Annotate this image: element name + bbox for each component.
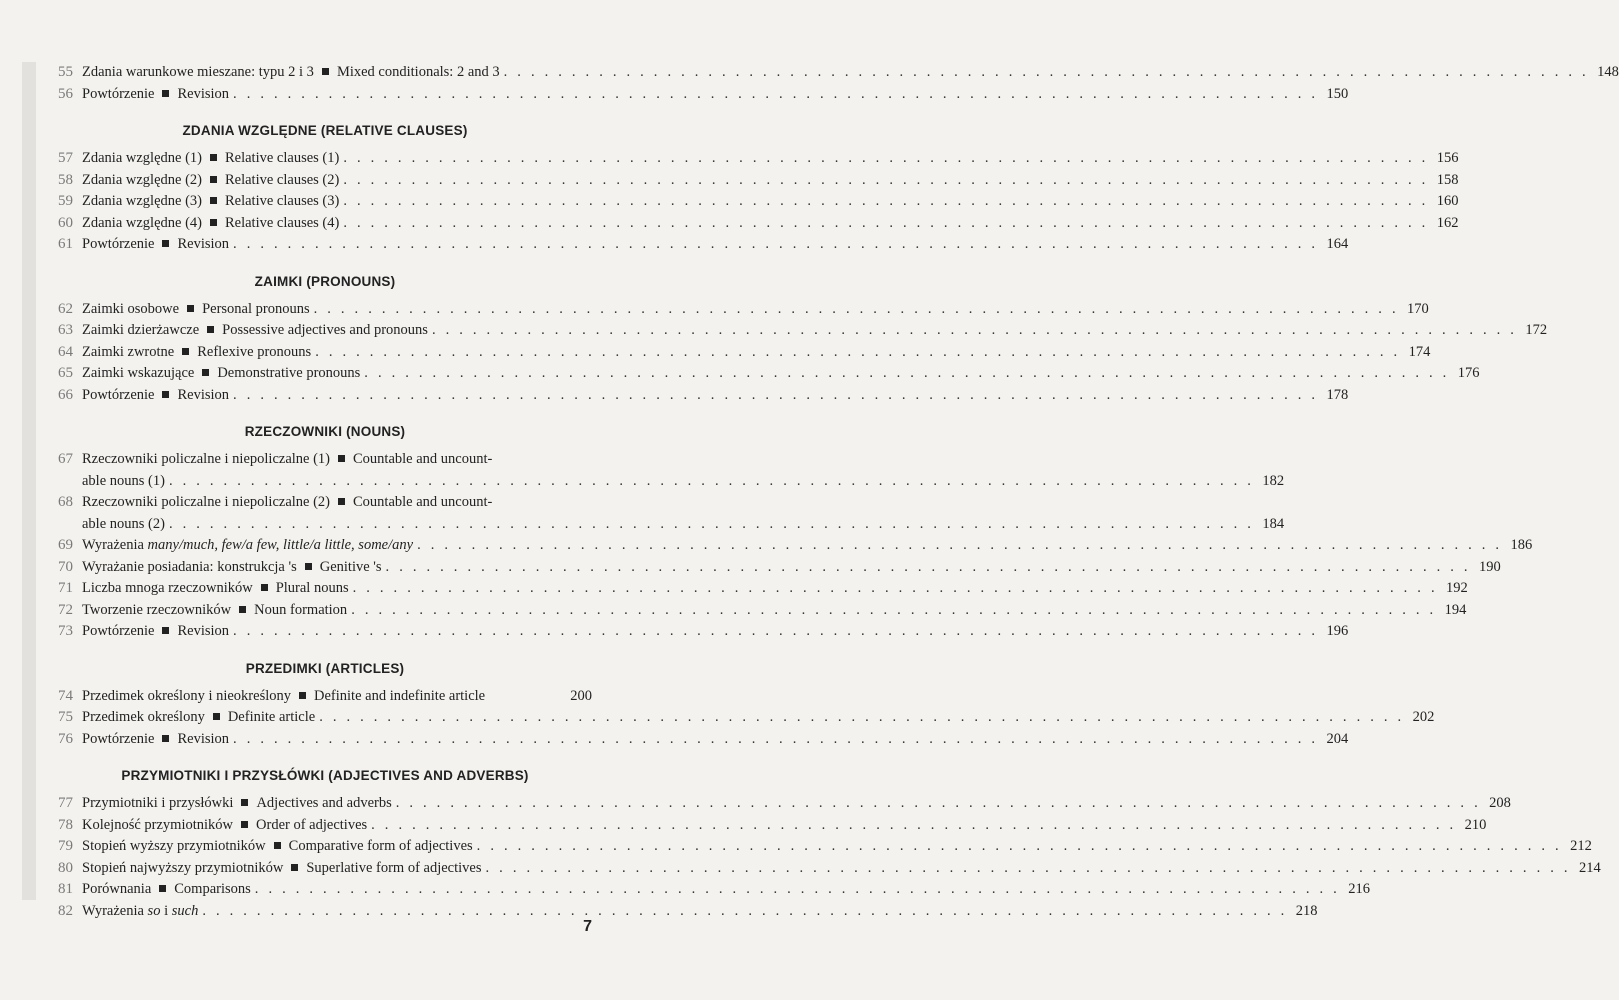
entry-body — [82, 621, 1348, 643]
entry-number: 82 — [58, 902, 73, 919]
separator-square-icon — [210, 154, 217, 161]
separator-square-icon — [241, 821, 248, 828]
toc-entry[interactable] — [58, 879, 1370, 901]
entry-title — [82, 901, 198, 923]
separator-square-icon — [202, 369, 209, 376]
page-ref: 210 — [1464, 816, 1487, 833]
separator-square-icon — [210, 219, 217, 226]
entry-title — [82, 299, 310, 321]
entry-title — [82, 148, 339, 170]
toc-entry[interactable] — [58, 363, 1480, 385]
entry-line — [82, 471, 1284, 493]
entry-line — [82, 729, 1348, 751]
page-ref: 208 — [1489, 795, 1511, 811]
polish-title: Zdania względne (1) — [82, 150, 202, 166]
page-ref: 186 — [1510, 537, 1533, 553]
toc-entry[interactable] — [58, 320, 1548, 342]
toc-entry[interactable] — [58, 84, 1349, 106]
dot-leader: . . . . . . . . . . . . . . . . . . . . . . . . . . . . . . . . . . . . . . . . . . . . . . . . . . . . . . . . . . . . . . . . . . . . . . . . . . . . . . . . — [503, 64, 1589, 80]
entry-line — [82, 557, 1501, 579]
entry-title — [82, 342, 311, 364]
dot-leader: . . . . . . . . . . . . . . . . . . . . . . . . . . . . . . . . . . . . . . . . . . . . . . . . . . . . . . . . . . . . . . . . . . . . . . . . . . . . . . . . — [233, 236, 1319, 252]
entry-title — [82, 815, 367, 837]
polish-title: Stopień wyższy przymiotników — [82, 838, 266, 854]
dot-leader: . . . . . . . . . . . . . . . . . . . . . . . . . . . . . . . . . . . . . . . . . . . . . . . . . . . . . . . . . . . . . . . . . . . . . . . . . . . . . . . . — [364, 365, 1450, 381]
entry-title — [82, 234, 229, 256]
english-title: Countable and uncount- — [353, 494, 493, 510]
polish-title: Powtórzenie — [82, 730, 155, 747]
dot-leader: . . . . . . . . . . . . . . . . . . . . . . . . . . . . . . . . . . . . . . . . . . . . . . . . . . . . . . . . . . . . . . . . . . . . . . . . . . . . . . . . — [233, 623, 1319, 639]
page-ref: 216 — [1348, 881, 1370, 897]
page-ref: 192 — [1446, 580, 1468, 596]
separator-square-icon — [213, 713, 220, 720]
entry-body — [82, 901, 1318, 923]
entry-title — [82, 191, 339, 213]
separator-square-icon — [322, 68, 329, 75]
toc-entry[interactable] — [58, 148, 1459, 170]
english-title: Plural nouns — [275, 580, 349, 596]
polish-title: Powtórzenie — [82, 236, 155, 252]
english-title: Possessive adjectives and pronouns — [222, 322, 428, 338]
entry-body — [82, 578, 1468, 600]
entry-number: 55 — [58, 64, 73, 80]
separator-square-icon — [274, 842, 281, 849]
english-title: Demonstrative pronouns — [217, 365, 361, 381]
italic-term: many/much, few/a few, little/a little, some/any — [147, 537, 414, 553]
english-title: Relative clauses (3) — [224, 193, 340, 209]
polish-title: Przedimek określony i nieokreślony — [82, 687, 291, 704]
entry-number: 70 — [58, 558, 73, 575]
english-title: Reflexive pronouns — [197, 343, 312, 360]
separator-square-icon — [305, 563, 312, 570]
entry-line — [82, 707, 1434, 729]
page-ref: 158 — [1436, 171, 1459, 188]
entry-body — [82, 879, 1370, 901]
polish-title: Liczba mnoga rzeczowników — [82, 580, 253, 596]
entry-title — [82, 707, 315, 729]
entry-body — [82, 213, 1459, 235]
entry-body — [82, 84, 1348, 106]
entry-title — [82, 449, 492, 471]
entry-number: 79 — [58, 838, 73, 854]
separator-square-icon — [299, 692, 306, 699]
english-title: Definite and indefinite article — [314, 687, 486, 704]
polish-title: Powtórzenie — [82, 386, 155, 403]
dot-leader: . . . . . . . . . . . . . . . . . . . . . . . . . . . . . . . . . . . . . . . . . . . . . . . . . . . . . . . . . . . . . . . . . . . . . . . . . . . . . . . . — [476, 838, 1562, 854]
english-title: Genitive 's — [319, 558, 382, 575]
dot-leader: . . . . . . . . . . . . . . . . . . . . . . . . . . . . . . . . . . . . . . . . . . . . . . . . . . . . . . . . . . . . . . . . . . . . . . . . . . . . . . . . — [343, 193, 1429, 209]
dot-leader: . . . . . . . . . . . . . . . . . . . . . . . . . . . . . . . . . . . . . . . . . . . . . . . . . . . . . . . . . . . . . . . . . . . . . . . . . . . . . . . . — [343, 214, 1429, 231]
entry-number: 72 — [58, 601, 73, 618]
polish-title: Zaimki wskazujące — [82, 365, 195, 381]
dot-leader: . . . . . . . . . . . . . . . . . . . . . . . . . . . . . . . . . . . . . . . . . . . . . . . . . . . . . . . . . . . . . . . . . . . . . . . . . . . . . . . . — [168, 515, 1255, 532]
page-ref: 212 — [1570, 838, 1592, 854]
separator-square-icon — [338, 498, 345, 505]
toc-entry[interactable] — [58, 535, 1533, 557]
toc-entry[interactable] — [58, 191, 1459, 213]
dot-leader: . . . . . . . . . . . . . . . . . . . . . . . . . . . . . . . . . . . . . . . . . . . . . . . . . . . . . . . . . . . . . . . . . . . . . . . . . . . . . . . . — [417, 537, 1503, 553]
entry-number: 64 — [58, 343, 73, 360]
entry-title — [82, 213, 339, 235]
dot-leader: . . . . . . . . . . . . . . . . . . . . . . . . . . . . . . . . . . . . . . . . . . . . . . . . . . . . . . . . . . . . . . . . . . . . . . . . . . . . . . . . — [202, 902, 1288, 919]
entry-body — [82, 557, 1501, 579]
english-title-continued: able nouns (2) — [82, 515, 165, 532]
dot-leader: . . . . . . . . . . . . . . . . . . . . . . . . . . . . . . . . . . . . . . . . . . . . . . . . . . . . . . . . . . . . . . . . . . . . . . . . . . . . . . . . — [485, 859, 1571, 876]
entry-line — [82, 514, 1284, 536]
entry-line — [82, 62, 1619, 84]
entry-body — [82, 686, 592, 708]
toc-entry[interactable] — [58, 578, 1468, 600]
page-ref: 184 — [1262, 515, 1285, 532]
dot-leader: . . . . . . . . . . . . . . . . . . . . . . . . . . . . . . . . . . . . . . . . . . . . . . . . . . . . . . . . . . . . . . . . . . . . . . . . . . . . . . . . — [233, 386, 1319, 403]
polish-title: Przymiotniki i przysłówki — [82, 795, 234, 811]
dot-leader: . . . . . . . . . . . . . . . . . . . . . . . . . . . . . . . . . . . . . . . . . . . . . . . . . . . . . . . . . . . . . . . . . . . . . . . . . . . . . . . . — [168, 472, 1255, 489]
entry-title — [82, 62, 500, 84]
polish-title: Stopień najwyższy przymiotników — [82, 859, 284, 876]
toc-entry[interactable] — [58, 557, 1501, 579]
polish-title: Zaimki dzierżawcze — [82, 322, 200, 338]
entry-title-continued — [82, 514, 165, 536]
entry-number: 73 — [58, 623, 73, 639]
toc-entry[interactable] — [58, 729, 1349, 751]
entry-line — [82, 492, 1284, 514]
english-title: Revision — [177, 623, 230, 639]
entry-number: 76 — [58, 730, 73, 747]
entry-line — [82, 793, 1511, 815]
english-title: Relative clauses (2) — [224, 171, 340, 188]
english-title: Relative clauses (4) — [224, 214, 340, 231]
entry-number: 77 — [58, 795, 73, 811]
english-title: Order of adjectives — [256, 816, 368, 833]
dot-leader: . . . . . . . . . . . . . . . . . . . . . . . . . . . . . . . . . . . . . . . . . . . . . . . . . . . . . . . . . . . . . . . . . . . . . . . . . . . . . . . . — [371, 816, 1457, 833]
entry-body — [82, 815, 1486, 837]
entry-number: 65 — [58, 365, 73, 381]
english-title: Personal pronouns — [202, 300, 310, 317]
toc-entry[interactable] — [58, 707, 1435, 729]
entry-body — [82, 707, 1434, 729]
entry-body — [82, 170, 1459, 192]
entry-line — [82, 170, 1459, 192]
entry-number: 59 — [58, 193, 73, 209]
entry-line — [82, 84, 1348, 106]
separator-square-icon — [162, 627, 169, 634]
page-edge-shadow — [22, 62, 36, 900]
polish-title: Wyrażanie posiadania: konstrukcja 's — [82, 558, 297, 575]
dot-leader: . . . . . . . . . . . . . . . . . . . . . . . . . . . . . . . . . . . . . . . . . . . . . . . . . . . . . . . . . . . . . . . . . . . . . . . . . . . . . . . . — [343, 150, 1429, 166]
polish-title: Zdania względne (4) — [82, 214, 202, 231]
entry-body — [82, 148, 1459, 170]
entry-body — [82, 729, 1348, 751]
english-title: Superlative form of adjectives — [306, 859, 482, 876]
entry-line — [82, 815, 1486, 837]
entry-line — [82, 234, 1348, 256]
dot-leader: . . . . . . . . . . . . . . . . . . . . . . . . . . . . . . . . . . . . . . . . . . . . . . . . . . . . . . . . . . . . . . . . . . . . . . . . . . . . . . . . — [233, 85, 1319, 102]
entry-line — [82, 535, 1532, 557]
entry-line — [82, 148, 1459, 170]
entry-line — [82, 686, 592, 708]
dot-leader: . . . . . . . . . . . . . . . . . . . . . . . . . . . . . . . . . . . . . . . . . . . . . . . . . . . . . . . . . . . . . . . . . . . . . . . . . . . . . . . . — [343, 171, 1429, 188]
polish-title: Zdania warunkowe mieszane: typu 2 i 3 — [82, 64, 314, 80]
entry-number: 60 — [58, 214, 73, 231]
entry-title — [82, 729, 229, 751]
page-ref: 200 — [570, 687, 592, 704]
entry-line — [82, 600, 1466, 622]
page-ref: 190 — [1478, 558, 1501, 575]
english-title: Comparative form of adjectives — [288, 838, 473, 854]
entry-body — [82, 62, 1619, 84]
polish-title: Zdania względne (2) — [82, 171, 202, 188]
entry-number: 75 — [58, 709, 73, 725]
page-ref: 150 — [1326, 85, 1349, 102]
separator-square-icon — [162, 90, 169, 97]
english-title: Noun formation — [254, 601, 348, 618]
dot-leader: . . . . . . . . . . . . . . . . . . . . . . . . . . . . . . . . . . . . . . . . . . . . . . . . . . . . . . . . . . . . . . . . . . . . . . . . . . . . . . . . — [351, 601, 1437, 618]
entry-body — [82, 535, 1532, 557]
entry-title-continued — [82, 471, 165, 493]
polish-connector: i — [164, 902, 169, 919]
entry-number: 68 — [58, 494, 73, 510]
english-title: Adjectives and adverbs — [256, 795, 392, 811]
entry-number: 78 — [58, 816, 73, 833]
toc-entry[interactable] — [58, 815, 1487, 837]
entry-number: 81 — [58, 881, 73, 897]
entry-title — [82, 363, 360, 385]
toc-entry[interactable] — [58, 449, 1285, 492]
polish-title: Zaimki zwrotne — [82, 343, 175, 360]
dot-leader: . . . . . . . . . . . . . . . . . . . . . . . . . . . . . . . . . . . . . . . . . . . . . . . . . . . . . . . . . . . . . . . . . . . . . . . . . . . . . . . . — [431, 322, 1518, 338]
polish-title: Rzeczowniki policzalne i niepoliczalne (2) — [82, 494, 331, 510]
page-ref: 194 — [1444, 601, 1467, 618]
toc-entry[interactable] — [58, 213, 1459, 235]
page-ref: 164 — [1326, 236, 1349, 252]
entry-body — [82, 191, 1459, 213]
toc-entry[interactable] — [58, 793, 1511, 815]
entry-title — [82, 557, 382, 579]
entry-body — [82, 363, 1479, 385]
entry-body — [82, 342, 1430, 364]
polish-title: Rzeczowniki policzalne i niepoliczalne (1) — [82, 451, 331, 467]
entry-number: 69 — [58, 537, 73, 553]
entry-body — [82, 234, 1348, 256]
english-title: Revision — [177, 236, 230, 252]
entry-number: 57 — [58, 150, 73, 166]
page-ref: 202 — [1412, 709, 1435, 725]
separator-square-icon — [159, 885, 166, 892]
dot-leader: . . . . . . . . . . . . . . . . . . . . . . . . . . . . . . . . . . . . . . . . . . . . . . . . . . . . . . . . . . . . . . . . . . . . . . . . . . . . . . . . — [233, 730, 1319, 747]
page-number: 7 — [583, 918, 592, 935]
toc-entry[interactable] — [58, 600, 1467, 622]
section-heading: PRZEDIMKI (ARTICLES) — [245, 660, 405, 676]
toc-entry[interactable] — [58, 170, 1459, 192]
polish-title: Zaimki osobowe — [82, 300, 180, 317]
english-title: Countable and uncount- — [353, 451, 493, 467]
entry-title — [82, 836, 473, 858]
section-heading: ZAIMKI (PRONOUNS) — [254, 273, 396, 289]
separator-square-icon — [291, 864, 298, 871]
entry-line — [82, 836, 1592, 858]
entry-line — [82, 578, 1468, 600]
entry-title — [82, 385, 229, 407]
toc-entry[interactable] — [58, 62, 1619, 84]
entry-title — [82, 600, 347, 622]
polish-title: Porównania — [82, 881, 152, 897]
entry-number: 61 — [58, 236, 73, 252]
entry-line — [82, 342, 1430, 364]
separator-square-icon — [162, 240, 169, 247]
page-ref: 160 — [1436, 193, 1459, 209]
english-title-continued: able nouns (1) — [82, 472, 165, 489]
entry-title — [82, 492, 492, 514]
entry-body — [82, 492, 1284, 535]
entry-number: 66 — [58, 386, 73, 403]
page-ref: 182 — [1262, 472, 1285, 489]
english-title: Mixed conditionals: 2 and 3 — [336, 64, 500, 80]
english-title: Relative clauses (1) — [224, 150, 340, 166]
separator-square-icon — [207, 326, 214, 333]
page-ref: 172 — [1525, 322, 1548, 338]
polish-title: Wyrażenia — [82, 537, 144, 553]
entry-body — [82, 385, 1348, 407]
entry-title — [82, 578, 349, 600]
separator-square-icon — [210, 176, 217, 183]
english-title: Revision — [177, 730, 230, 747]
entry-line — [82, 385, 1348, 407]
entry-body — [82, 836, 1592, 858]
entry-title — [82, 858, 482, 880]
page-ref: 196 — [1326, 623, 1349, 639]
polish-title: Wyrażenia — [82, 902, 144, 919]
english-title: Revision — [177, 85, 230, 102]
separator-square-icon — [241, 799, 248, 806]
entry-body — [82, 320, 1547, 342]
toc-entry[interactable] — [58, 836, 1592, 858]
section-heading: PRZYMIOTNIKI I PRZYSŁÓWKI (ADJECTIVES AND ADVERBS) — [121, 768, 529, 783]
entry-number: 63 — [58, 322, 73, 338]
entry-title — [82, 170, 339, 192]
section-heading: RZECZOWNIKI (NOUNS) — [244, 424, 406, 439]
polish-title: Zdania względne (3) — [82, 193, 202, 209]
italic-term: such — [171, 902, 199, 919]
separator-square-icon — [162, 735, 169, 742]
toc-entry[interactable] — [58, 901, 1318, 923]
polish-title: Przedimek określony — [82, 709, 205, 725]
toc-entry[interactable] — [58, 385, 1349, 407]
dot-leader: . . . . . . . . . . . . . . . . . . . . . . . . . . . . . . . . . . . . . . . . . . . . . . . . . . . . . . . . . . . . . . . . . . . . . . . . . . . . . . . . — [315, 343, 1401, 360]
entry-number: 80 — [58, 859, 73, 876]
page-ref: 218 — [1295, 902, 1318, 919]
separator-square-icon — [261, 584, 268, 591]
entry-line — [82, 213, 1459, 235]
entry-number: 71 — [58, 580, 73, 596]
toc-entry[interactable] — [58, 621, 1349, 643]
separator-square-icon — [338, 455, 345, 462]
entry-line — [82, 363, 1479, 385]
entry-line — [82, 858, 1601, 880]
entry-line — [82, 449, 1284, 471]
entry-line — [82, 299, 1429, 321]
separator-square-icon — [210, 197, 217, 204]
separator-square-icon — [187, 305, 194, 312]
entry-title — [82, 84, 229, 106]
dot-leader: . . . . . . . . . . . . . . . . . . . . . . . . . . . . . . . . . . . . . . . . . . . . . . . . . . . . . . . . . . . . . . . . . . . . . . . . . . . . . . . . — [254, 881, 1340, 897]
entry-number: 56 — [58, 85, 73, 102]
entry-number: 74 — [58, 687, 73, 704]
entry-title — [82, 686, 485, 708]
page-ref: 176 — [1457, 365, 1480, 381]
page-ref: 204 — [1326, 730, 1349, 747]
toc-entry[interactable] — [58, 858, 1601, 880]
toc-entry[interactable] — [58, 686, 592, 708]
page-ref: 178 — [1326, 386, 1349, 403]
page-ref: 162 — [1436, 214, 1459, 231]
entry-title — [82, 320, 428, 342]
entry-title — [82, 535, 413, 557]
dot-leader: . . . . . . . . . . . . . . . . . . . . . . . . . . . . . . . . . . . . . . . . . . . . . . . . . . . . . . . . . . . . . . . . . . . . . . . . . . . . . . . . — [319, 709, 1405, 725]
page-ref: 156 — [1436, 150, 1459, 166]
toc-entry[interactable] — [58, 234, 1349, 256]
section-heading: ZDANIA WZGLĘDNE (RELATIVE CLAUSES) — [182, 123, 468, 138]
entry-body — [82, 449, 1284, 492]
italic-term: so — [147, 902, 161, 919]
polish-title: Powtórzenie — [82, 85, 155, 102]
toc-entry[interactable] — [58, 299, 1429, 321]
dot-leader: . . . . . . . . . . . . . . . . . . . . . . . . . . . . . . . . . . . . . . . . . . . . . . . . . . . . . . . . . . . . . . . . . . . . . . . . . . . . . . . . — [385, 558, 1471, 575]
entry-title — [82, 621, 229, 643]
entry-body — [82, 600, 1466, 622]
table-of-contents — [58, 62, 1619, 922]
english-title: Comparisons — [174, 881, 251, 897]
separator-square-icon — [239, 606, 246, 613]
entry-line — [82, 621, 1348, 643]
polish-title: Powtórzenie — [82, 623, 155, 639]
entry-body — [82, 299, 1429, 321]
entry-number: 67 — [58, 451, 73, 467]
toc-entry[interactable] — [58, 492, 1285, 535]
page-ref: 174 — [1408, 343, 1431, 360]
page-ref: 170 — [1407, 300, 1429, 317]
dot-leader: . . . . . . . . . . . . . . . . . . . . . . . . . . . . . . . . . . . . . . . . . . . . . . . . . . . . . . . . . . . . . . . . . . . . . . . . . . . . . . . . — [395, 795, 1481, 811]
entry-title — [82, 879, 251, 901]
page-ref: 148 — [1597, 64, 1619, 80]
page-ref: 214 — [1578, 859, 1601, 876]
entry-line — [82, 879, 1370, 901]
english-title: Definite article — [227, 709, 316, 725]
dot-leader: . . . . . . . . . . . . . . . . . . . . . . . . . . . . . . . . . . . . . . . . . . . . . . . . . . . . . . . . . . . . . . . . . . . . . . . . . . . . . . . . — [352, 580, 1438, 596]
entry-line — [82, 901, 1318, 923]
dot-leader: . . . . . . . . . . . . . . . . . . . . . . . . . . . . . . . . . . . . . . . . . . . . . . . . . . . . . . . . . . . . . . . . . . . . . . . . . . . . . . . . — [313, 300, 1399, 317]
entry-number: 58 — [58, 171, 73, 188]
toc-entry[interactable] — [58, 342, 1431, 364]
entry-title — [82, 793, 392, 815]
entry-body — [82, 858, 1601, 880]
entry-body — [82, 793, 1511, 815]
separator-square-icon — [162, 391, 169, 398]
english-title: Revision — [177, 386, 230, 403]
entry-number: 62 — [58, 300, 73, 317]
entry-line — [82, 320, 1547, 342]
separator-square-icon — [182, 348, 189, 355]
polish-title: Tworzenie rzeczowników — [82, 601, 232, 618]
polish-title: Kolejność przymiotników — [82, 816, 234, 833]
entry-line — [82, 191, 1459, 213]
